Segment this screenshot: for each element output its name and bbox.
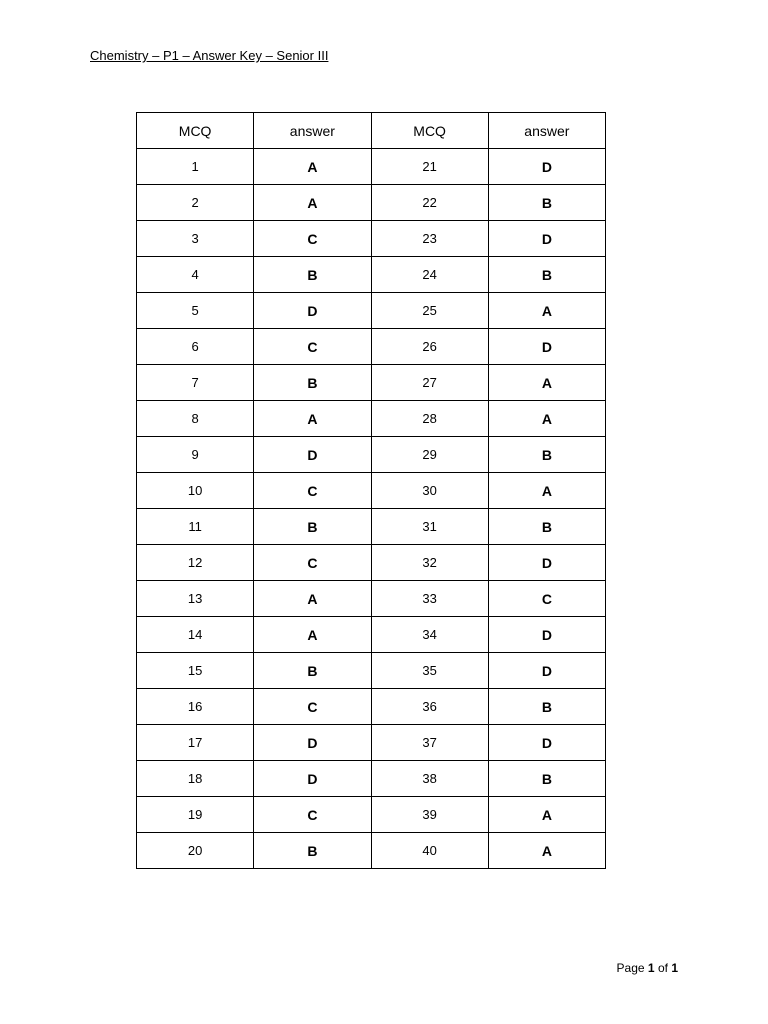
of-label: of [657,961,668,975]
question-number-cell: 37 [371,725,488,761]
table-row [137,185,606,221]
answer-cell: B [488,689,605,725]
header-answer: answer [254,113,371,149]
answer-cell: A [488,797,605,833]
question-number-cell: 31 [371,509,488,545]
question-number-cell: 14 [137,617,254,653]
answer-cell: B [254,653,371,689]
table-row [137,689,606,725]
question-number-cell: 39 [371,797,488,833]
answer-cell: D [488,149,605,185]
document-title: Chemistry – P1 – Answer Key – Senior III [90,48,329,63]
question-number-cell: 6 [137,329,254,365]
question-number-cell: 35 [371,653,488,689]
answer-cell: B [488,509,605,545]
question-number-cell: 13 [137,581,254,617]
answer-cell: C [254,545,371,581]
question-number-cell: 18 [137,761,254,797]
answer-key-table [136,112,606,869]
question-number-cell: 36 [371,689,488,725]
table-row [137,149,606,185]
answer-cell: B [254,509,371,545]
question-number-cell: 5 [137,293,254,329]
answer-cell: B [254,365,371,401]
answer-cell: A [488,833,605,869]
answer-cell: D [488,545,605,581]
answer-cell: C [254,221,371,257]
question-number-cell: 12 [137,545,254,581]
table-row [137,617,606,653]
answer-cell: B [488,257,605,293]
table-row [137,761,606,797]
question-number-cell: 30 [371,473,488,509]
question-number-cell: 24 [371,257,488,293]
answer-cell: D [254,293,371,329]
answer-cell: B [254,257,371,293]
answer-cell: D [254,761,371,797]
question-number-cell: 33 [371,581,488,617]
page-current: 1 [647,961,655,975]
table-row [137,329,606,365]
question-number-cell: 19 [137,797,254,833]
table-row [137,221,606,257]
table-row [137,797,606,833]
answer-cell: C [488,581,605,617]
question-number-cell: 10 [137,473,254,509]
table-row [137,293,606,329]
answer-cell: C [254,473,371,509]
table-row [137,257,606,293]
question-number-cell: 7 [137,365,254,401]
answer-cell: C [254,797,371,833]
answer-cell: D [488,653,605,689]
question-number-cell: 38 [371,761,488,797]
answer-cell: B [488,185,605,221]
page-label: Page [616,961,645,975]
answer-cell: D [488,725,605,761]
table-row [137,545,606,581]
answer-cell: A [488,473,605,509]
answer-cell: A [488,293,605,329]
question-number-cell: 28 [371,401,488,437]
question-number-cell: 25 [371,293,488,329]
question-number-cell: 9 [137,437,254,473]
question-number-cell: 34 [371,617,488,653]
page-number [617,961,678,975]
question-number-cell: 23 [371,221,488,257]
question-number-cell: 26 [371,329,488,365]
answer-cell: A [254,581,371,617]
question-number-cell: 40 [371,833,488,869]
question-number-cell: 4 [137,257,254,293]
page-total: 1 [671,961,678,975]
question-number-cell: 3 [137,221,254,257]
question-number-cell: 16 [137,689,254,725]
answer-cell: B [488,761,605,797]
answer-cell: A [488,401,605,437]
answer-cell: B [254,833,371,869]
header-mcq: MCQ [137,113,254,149]
answer-cell: D [254,725,371,761]
table-row [137,653,606,689]
table-row [137,725,606,761]
table-row [137,401,606,437]
answer-cell: A [254,149,371,185]
question-number-cell: 21 [371,149,488,185]
table-row [137,473,606,509]
question-number-cell: 1 [137,149,254,185]
question-number-cell: 27 [371,365,488,401]
answer-cell: A [488,365,605,401]
table-row [137,833,606,869]
header-mcq: MCQ [371,113,488,149]
table-row [137,509,606,545]
question-number-cell: 15 [137,653,254,689]
table-header-row [137,113,606,149]
answer-cell: A [254,401,371,437]
answer-cell: D [488,221,605,257]
question-number-cell: 17 [137,725,254,761]
question-number-cell: 11 [137,509,254,545]
question-number-cell: 32 [371,545,488,581]
answer-cell: A [254,185,371,221]
answer-cell: B [488,437,605,473]
question-number-cell: 8 [137,401,254,437]
table-row [137,365,606,401]
answer-cell: C [254,689,371,725]
table-row [137,437,606,473]
question-number-cell: 29 [371,437,488,473]
header-answer: answer [488,113,605,149]
table-body [137,149,606,869]
table-row [137,581,606,617]
question-number-cell: 2 [137,185,254,221]
answer-cell: D [488,617,605,653]
answer-cell: D [254,437,371,473]
answer-cell: C [254,329,371,365]
question-number-cell: 20 [137,833,254,869]
question-number-cell: 22 [371,185,488,221]
answer-cell: A [254,617,371,653]
answer-cell: D [488,329,605,365]
